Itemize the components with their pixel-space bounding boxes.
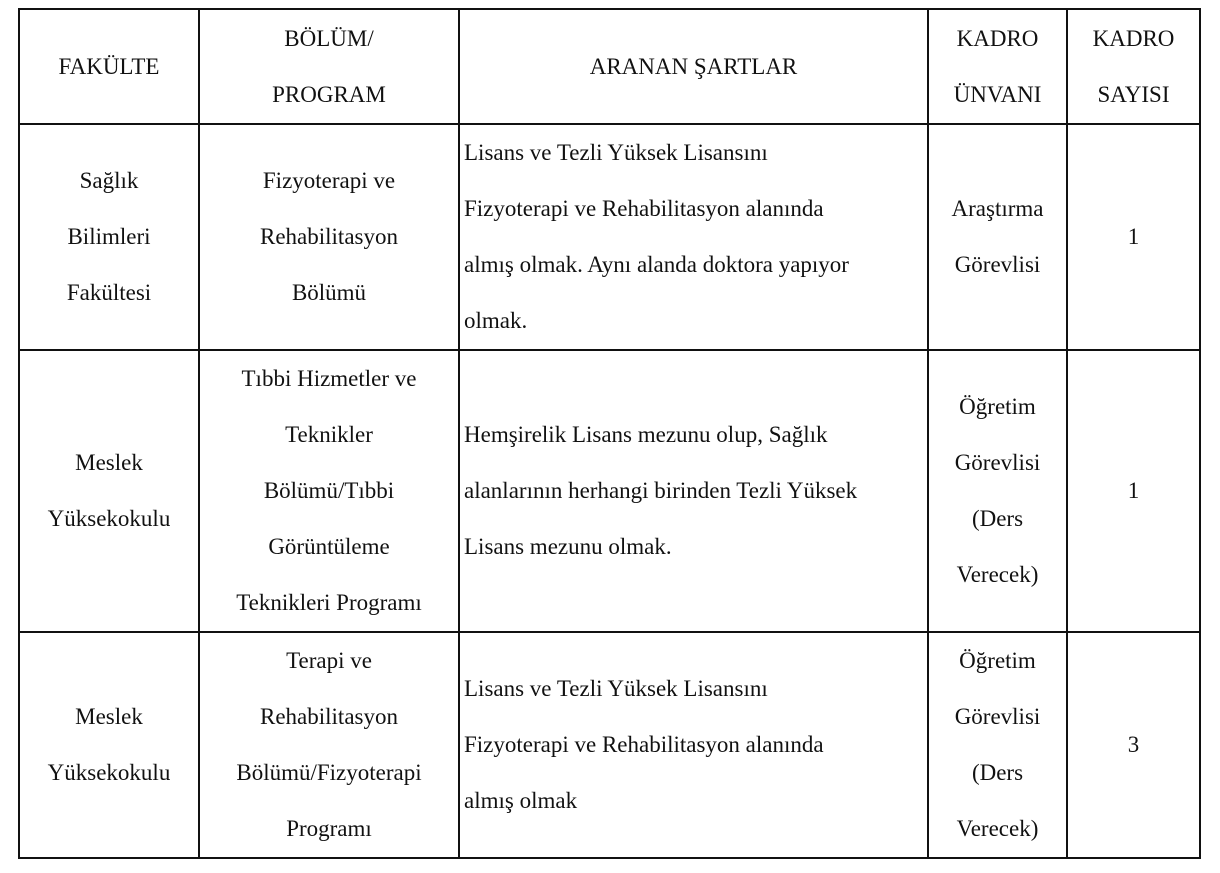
cell-sayi: 1 [1067,350,1200,632]
cell-sayi: 3 [1067,632,1200,858]
cell-sartlar: Lisans ve Tezli Yüksek Lisansını Fizyoterapi ve Rehabilitasyon alanında almış olmak [459,632,928,858]
cell-fakulte: Meslek Yüksekokulu [19,350,199,632]
cell-bolum: Terapi ve Rehabilitasyon Bölümü/Fizyoterapi Programı [199,632,459,858]
cell-sartlar: Lisans ve Tezli Yüksek Lisansını Fizyoterapi ve Rehabilitasyon alanında almış olmak. Aynı alanda doktora yapıyor olmak. [459,124,928,350]
table-row [19,632,1200,858]
cell-bolum: Tıbbi Hizmetler ve Teknikler Bölümü/Tıbbi Görüntüleme Teknikleri Programı [199,350,459,632]
cell-fakulte: Sağlık Bilimleri Fakültesi [19,124,199,350]
table-row [19,124,1200,350]
header-fakulte: FAKÜLTE [19,9,199,124]
header-unvan: KADRO ÜNVANI [928,9,1067,124]
cell-bolum: Fizyoterapi ve Rehabilitasyon Bölümü [199,124,459,350]
cell-unvan: Öğretim Görevlisi (Ders Verecek) [928,350,1067,632]
header-bolum: BÖLÜM/ PROGRAM [199,9,459,124]
cell-unvan: Araştırma Görevlisi [928,124,1067,350]
header-sartlar: ARANAN ŞARTLAR [459,9,928,124]
cell-sayi: 1 [1067,124,1200,350]
staff-positions-table [18,8,1201,859]
header-sayi: KADRO SAYISI [1067,9,1200,124]
table-row [19,350,1200,632]
cell-unvan: Öğretim Görevlisi (Ders Verecek) [928,632,1067,858]
header-row [19,9,1200,124]
cell-fakulte: Meslek Yüksekokulu [19,632,199,858]
cell-sartlar: Hemşirelik Lisans mezunu olup, Sağlık alanlarının herhangi birinden Tezli Yüksek Lisans mezunu olmak. [459,350,928,632]
